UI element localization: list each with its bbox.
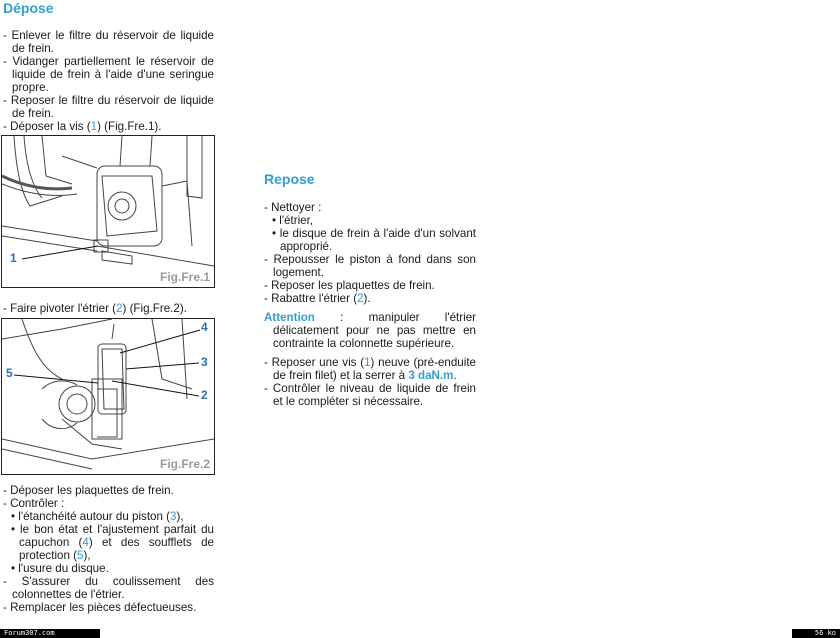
check-capuchon: • le bon état et l'ajustement parfait du capuchon (4) et des soufflets de protection (5), (11, 523, 214, 562)
step-pivoter-etrier: - Faire pivoter l'étrier (2) (Fig.Fre.2). (3, 302, 187, 315)
step-repousser-piston: - Repousser le piston à fond dans son logement. (264, 253, 476, 279)
footer-source: Forum307.com (0, 629, 100, 638)
depose-steps-top (3, 29, 214, 133)
torque-value: 3 daN.m (408, 369, 454, 382)
fig-fre-2-caption: Fig.Fre.2 (159, 457, 210, 471)
depose-steps-bottom (3, 484, 214, 614)
callout-1: 1 (10, 251, 17, 265)
step-deposer-plaquettes: - Déposer les plaquettes de frein. (3, 484, 174, 497)
figure-fre-1 (1, 135, 215, 288)
attention-label: Attention (264, 311, 315, 324)
check-disque: • l'usure du disque. (11, 562, 109, 575)
step-controler: - Contrôler : (3, 497, 65, 510)
depose-step-pivot (3, 302, 214, 315)
step-reposer-vis: - Reposer une vis (1) neuve (pré-enduite de frein filet) et la serrer à 3 daN.m. (264, 356, 476, 382)
step-coulissement: - S'assurer du coulissement des colonnettes de l'étrier. (3, 575, 214, 601)
repose-steps (264, 201, 476, 408)
repose-heading: Repose (264, 171, 315, 187)
callout-4: 4 (201, 320, 208, 334)
step-nettoyer: - Nettoyer : (264, 201, 322, 214)
step-remplacer: - Remplacer les pièces défectueuses. (3, 601, 197, 614)
footer-size: 56 ko (792, 629, 840, 638)
nettoyer-etrier: • l'étrier, (272, 214, 314, 227)
caliper-drawing-1 (2, 136, 214, 287)
caliper-drawing-2 (2, 319, 214, 474)
attention-note: Attention : manipuler l'étrier délicatement pour ne pas mettre en contrainte la colonnette supérieure. (264, 311, 476, 350)
callout-5: 5 (6, 366, 13, 380)
step-controler-niveau: - Contrôler le niveau de liquide de frein et le compléter si nécessaire. (264, 382, 476, 408)
step-reposer-filtre: - Reposer le filtre du réservoir de liquide de frein. (3, 94, 214, 120)
depose-heading: Dépose (3, 0, 54, 16)
callout-2: 2 (201, 388, 208, 402)
callout-3: 3 (201, 355, 208, 369)
step-deposer-vis: - Déposer la vis (1) (Fig.Fre.1). (3, 120, 162, 133)
figure-fre-2 (1, 318, 215, 475)
nettoyer-disque: • le disque de frein à l'aide d'un solvant approprié. (272, 227, 476, 253)
step-rabattre-etrier: - Rabattre l'étrier (2). (264, 292, 371, 305)
step-vidanger: - Vidanger partiellement le réservoir de liquide de frein à l'aide d'une seringue propre. (3, 55, 214, 94)
check-piston: • l'étanchéité autour du piston (3), (11, 510, 184, 523)
step-reposer-plaquettes: - Reposer les plaquettes de frein. (264, 279, 435, 292)
step-enlever-filtre: - Enlever le filtre du réservoir de liquide de frein. (3, 29, 214, 55)
fig-fre-1-caption: Fig.Fre.1 (159, 270, 210, 284)
